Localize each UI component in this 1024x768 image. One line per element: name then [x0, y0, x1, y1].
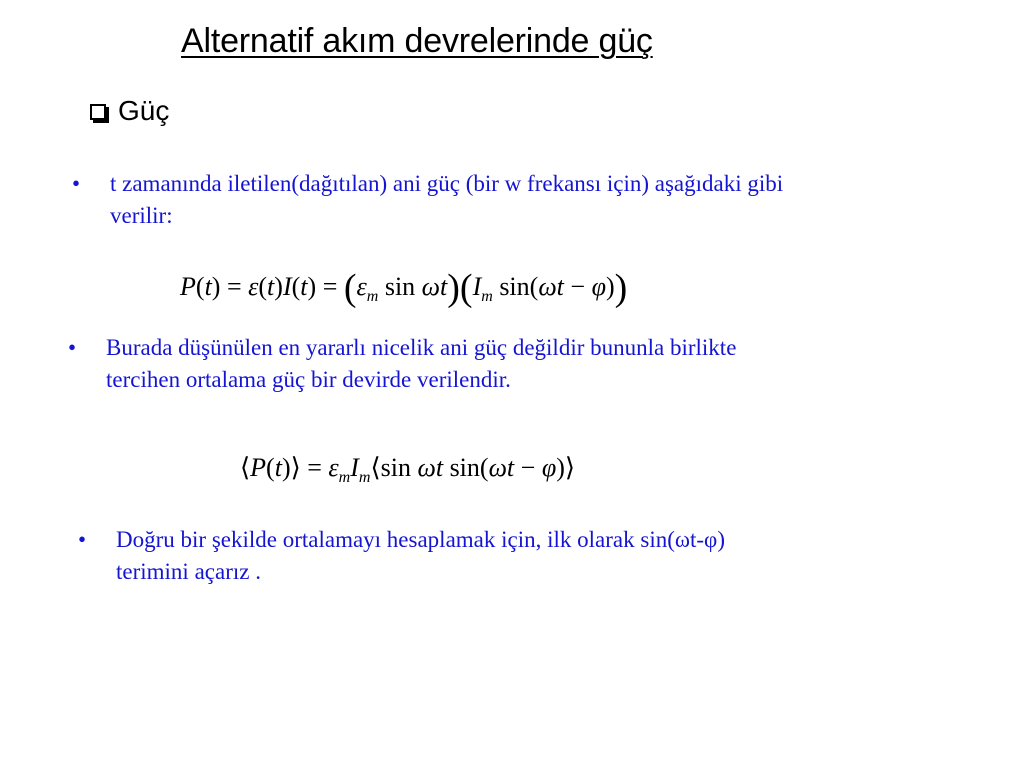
bullet-symbol: •	[68, 335, 77, 360]
bullet-line: Burada düşünülen en yararlı nicelik ani güç değildir bununla birlikte	[106, 335, 737, 360]
bullet-line: t zamanında iletilen(dağıtılan) ani güç (bir w frekansı için) aşağıdaki gibi	[110, 171, 784, 196]
bullet-text	[106, 332, 736, 396]
bullet-symbol: •	[72, 171, 81, 196]
bullet-item	[68, 332, 968, 396]
equation-average-power: ⟨P(t)⟩ = $\varepsilon_mI_m⟨\sin$ ωt sin(ωt − φ)⟩	[240, 453, 576, 486]
bullet-line: terimini açarız .	[116, 559, 261, 584]
equation-instantaneous-power: $P(t) = \varepsilon(t)I(t) = (\varepsilon_m$ $\sin \omega t)(I_m$ sin(ωt − φ))	[180, 267, 628, 309]
checkbox-icon	[90, 104, 106, 120]
bullet-text	[116, 524, 725, 588]
section-label: Güç	[118, 95, 170, 126]
bullet-line: verilir:	[110, 203, 173, 228]
section-heading	[90, 95, 169, 127]
bullet-line: tercihen ortalama güç bir devirde verilendir.	[106, 367, 511, 392]
bullet-symbol: •	[78, 527, 87, 552]
bullet-text	[110, 168, 783, 232]
bullet-item	[78, 524, 978, 588]
bullet-item	[72, 168, 972, 232]
bullet-line: Doğru bir şekilde ortalamayı hesaplamak için, ilk olarak sin(ωt-φ)	[116, 527, 725, 552]
slide-title: Alternatif akım devrelerinde güç	[181, 22, 653, 60]
